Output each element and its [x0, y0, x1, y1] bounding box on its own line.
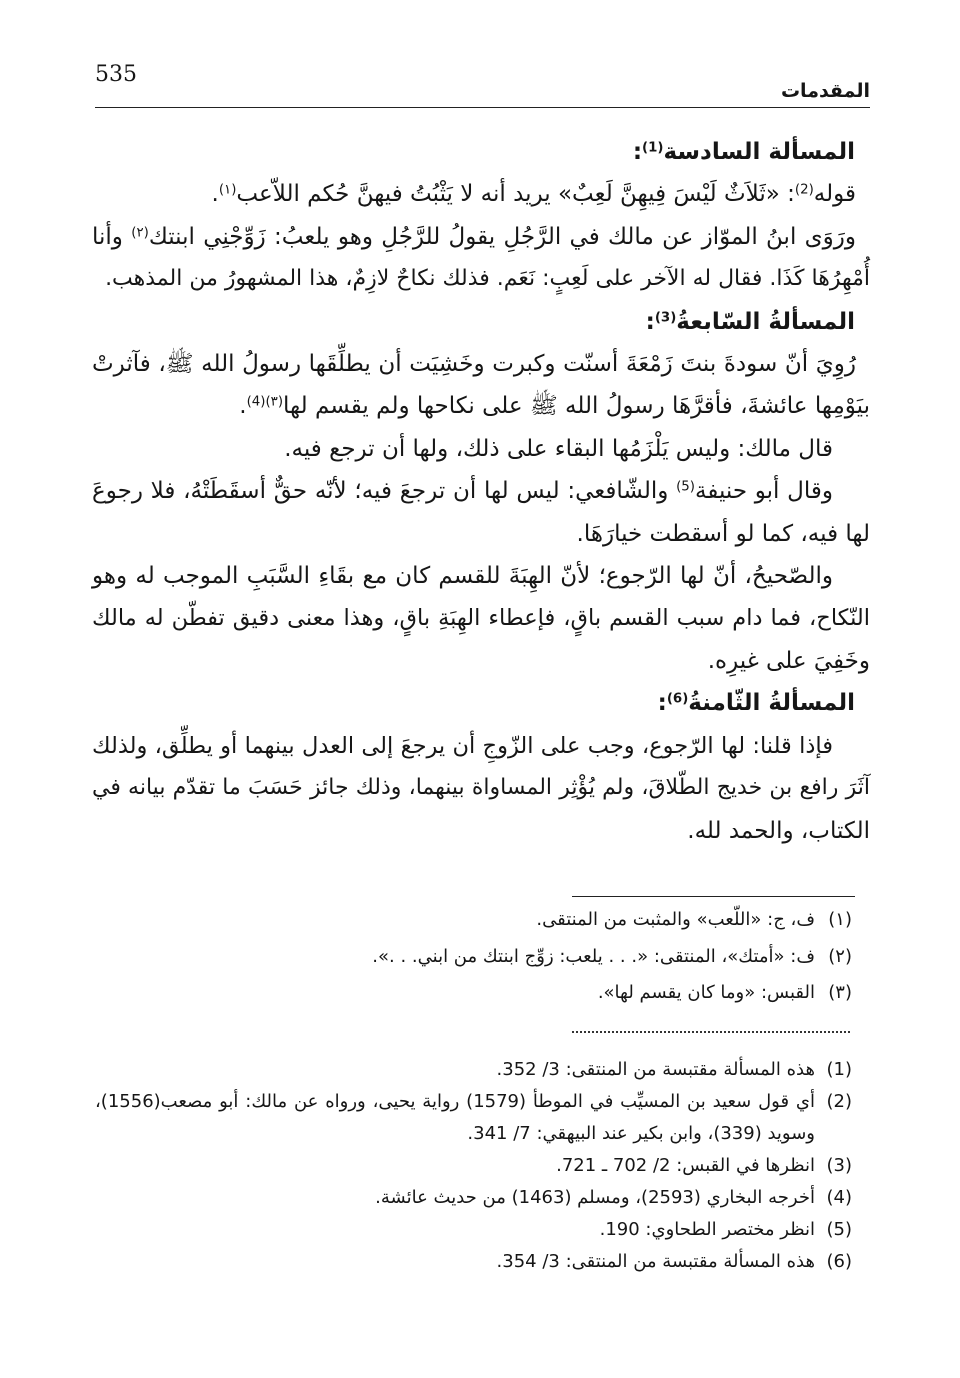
text-run: النّكاح، فما دام سبب القسم باقٍ، فإعطاء الهِبَةِ باقٍ، وهذا معنى دقيق تفطّن له مالك	[92, 605, 870, 632]
text-line	[92, 258, 870, 300]
text-run: بيَوْمِها عائشةَ، فأقرَّهَا رسولُ الله ﷺ على نكاحها ولم يقسم لها	[283, 393, 870, 420]
footnote-ref: (٢)	[131, 225, 149, 241]
footnote	[95, 1086, 855, 1150]
source-footnotes	[95, 1054, 855, 1278]
text-run: والشّافعي: ليس لها أن ترجعَ فيه؛ لأنّه حقٌّ أسقَطَتْهُ، فلا رجوعَ	[92, 478, 677, 505]
footnote-text	[95, 902, 815, 939]
text-run: والصّحيحُ، أنّ لها الرّجوع؛ لأنّ الهِبَةَ للقسم كان مع بقَاءِ السَّبَبِ الموجب له وهو	[92, 563, 833, 590]
footnote	[95, 1214, 855, 1246]
text-run: .	[211, 181, 219, 208]
text-run: : «ثَلاَثٌ لَيْسَ فِيهِنَّ لَعِبٌ» يريد أنه لا يَثْبُتُ فيهنَّ حُكم اللاّعب	[236, 181, 795, 208]
text-line	[92, 725, 870, 767]
running-title: المقدمات	[780, 80, 870, 102]
footnote-ref: (5)	[676, 479, 695, 495]
footnote-number: (١)	[828, 909, 852, 930]
text-run: وأنا	[92, 223, 132, 250]
footnote-ref: (4)	[246, 395, 266, 411]
text-run: قوله	[813, 181, 856, 208]
text-run: .	[239, 393, 247, 420]
footnote-number: (٣)	[828, 982, 852, 1003]
page-number: 535	[95, 62, 137, 87]
footnote	[95, 1150, 855, 1182]
text-run: :	[632, 139, 643, 165]
footnote-text	[95, 1086, 815, 1150]
text-line	[92, 597, 870, 639]
footnote-text	[95, 1150, 815, 1182]
footnote-number: (4)	[826, 1187, 852, 1208]
footnote-text	[95, 1214, 815, 1246]
footnote-line: هذه المسألة مقتبسة من المنتقى: 3/ 354.	[496, 1251, 815, 1272]
text-run: آثَرَ رافع بن خديج الطّلاقَ، ولم يُؤْثِر المساواة بينهما، وذلك جائز حَسَبَ ما تقدّم بيانه في	[92, 775, 870, 801]
text-run: الكتاب، والحمد لله.	[687, 817, 870, 844]
footnote-line: ف: «أمتك»، المنتقى: «. . . يلعب: زوِّج ابنتك من ابني. . .».	[372, 945, 815, 967]
footnote	[95, 1054, 855, 1086]
text-line	[92, 173, 870, 215]
footnote-dotted-separator	[572, 1031, 850, 1033]
text-line	[92, 555, 870, 597]
footnote-line: القبس: «وما كان يقسم لها».	[597, 982, 815, 1003]
text-line	[92, 810, 870, 852]
footnote-line: أي قول سعيد بن المسيِّب في الموطأ (1579) رواية يحيى، ورواه عن مالك: أبو مصعب(1556)،	[95, 1091, 815, 1112]
footnote-number: (٢)	[828, 945, 852, 967]
footnote-line: أخرجه البخاري (2593)، ومسلم (1463) من حديث عائشة.	[375, 1187, 815, 1208]
textual-footnotes	[95, 902, 855, 1012]
footnote	[95, 1246, 855, 1278]
footnote-ref: (2)	[794, 183, 814, 199]
text-run: :	[645, 308, 655, 335]
text-run: :	[657, 690, 667, 717]
footnote-text	[95, 1182, 815, 1214]
text-line	[92, 640, 870, 682]
text-line	[92, 470, 870, 512]
text-line	[92, 343, 870, 385]
footnote-ref: (٣)	[265, 395, 284, 411]
footnote-ref: (6)	[666, 691, 689, 707]
footnote-ref: (1)	[642, 140, 664, 156]
footnote-number: (1)	[826, 1059, 852, 1080]
footnote	[95, 975, 855, 1012]
footnote-text	[95, 975, 815, 1012]
main-text	[92, 131, 870, 852]
text-run: أُمْهِرُهَا كَذَا. فقال له الآخر على لَعِبٍ: نَعَم. فذلك نكاحٌ لازِمٌ، هذا المشهورُ من المذهب.	[105, 266, 870, 292]
footnote-ref: (١)	[218, 183, 237, 199]
text-run: المسألة السادسة	[663, 139, 855, 165]
footnote-number: (3)	[826, 1155, 852, 1176]
footnote	[95, 902, 855, 939]
footnote	[95, 939, 855, 976]
footnote-text	[95, 939, 815, 976]
text-line	[92, 513, 870, 555]
footnote-number: (6)	[826, 1251, 852, 1272]
footnote-line: انظر مختصر الطحاوي: 190.	[599, 1219, 815, 1240]
section-heading	[92, 301, 870, 343]
text-line	[92, 216, 870, 258]
section-heading	[92, 682, 870, 724]
text-run: المسألةُ الثّامنةُ	[688, 690, 855, 717]
footnote-line: وسويد (339)، وابن بكير عند البيهقي: 7/ 341.	[467, 1123, 815, 1144]
footnote-text	[95, 1054, 815, 1086]
text-run: فإذا قلنا: لها الرّجوع، وجب على الزّوجِ أن يرجعَ إلى العدل بينهما أو يطلِّق، ولذلك	[92, 732, 833, 759]
text-run: المسألةُ السّابعةُ	[676, 308, 855, 335]
footnote-separator	[572, 896, 855, 897]
text-run: وقال أبو حنيفة	[694, 478, 833, 505]
footnote-text	[95, 1246, 815, 1278]
text-line	[92, 767, 870, 809]
section-heading	[92, 131, 870, 173]
text-run: لها فيه، كما لو أسقطت خيارَهَا.	[576, 520, 870, 547]
footnote-number: (5)	[826, 1219, 852, 1240]
footnote-ref: (3)	[654, 310, 677, 326]
text-run: ورَوَى ابنُ الموّاز عن مالك في الرَّجُلِ يقولُ للرَّجُلِ وهو يلعبُ: زَوِّجْنِي ابنتك	[148, 223, 856, 250]
footnote	[95, 1182, 855, 1214]
text-run: وخَفِيَ على غيرِه.	[707, 647, 870, 674]
header-rule	[95, 107, 870, 108]
footnote-line: هذه المسألة مقتبسة من المنتقى: 3/ 352.	[496, 1059, 815, 1080]
text-run: رُوِيَ أنّ سودةَ بنتَ زَمْعَةَ أسنّت وكبرت وخَشِيَت أن يطلِّقَها رسولُ الله ﷺ، فآثرتْ	[92, 351, 856, 378]
text-line	[92, 385, 870, 427]
text-run: قال مالك: وليس يَلْزَمُها البقاء على ذلك، ولها أن ترجع فيه.	[284, 435, 833, 462]
footnote-line: ف، ج: «اللّعب» والمثبت من المنتقى.	[536, 909, 815, 930]
text-line	[92, 428, 870, 470]
footnote-number: (2)	[826, 1091, 852, 1112]
footnote-line: انظرها في القبس: 2/ 702 ـ 721.	[556, 1155, 815, 1176]
